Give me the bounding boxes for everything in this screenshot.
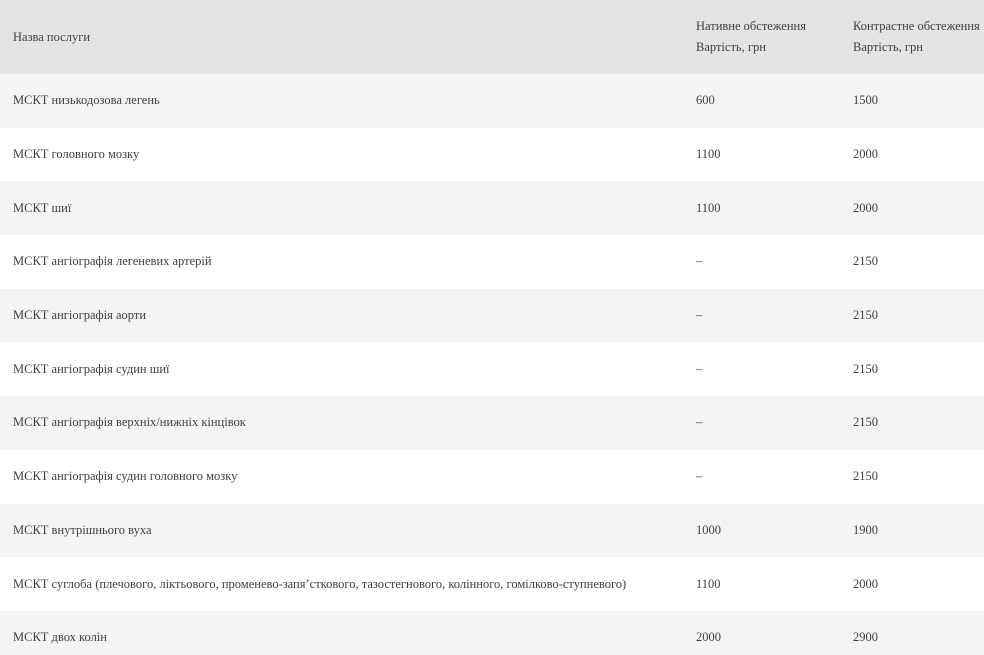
- native-price-cell: –: [696, 254, 703, 269]
- service-name-cell: МСКТ двох колін: [13, 630, 107, 645]
- header-row: [0, 0, 984, 74]
- service-name-cell: МСКТ головного мозку: [13, 147, 140, 162]
- table-row: [0, 181, 984, 235]
- table-row: [0, 128, 984, 182]
- table-row: [0, 342, 984, 396]
- contrast-price-cell: 2150: [853, 254, 878, 269]
- table-row: [0, 396, 984, 450]
- service-name-cell: МСКТ ангіографія легеневих артерій: [13, 254, 212, 269]
- native-price-cell: 1000: [696, 522, 721, 537]
- table-row: [0, 557, 984, 611]
- service-name-cell: МСКТ ангіографія аорти: [13, 308, 147, 323]
- contrast-price-cell: 2000: [853, 576, 878, 591]
- service-name-cell: МСКТ внутрішнього вуха: [13, 522, 152, 537]
- service-name-cell: МСКТ шиї: [13, 200, 72, 215]
- contrast-price-cell: 1500: [853, 93, 878, 108]
- header-native: [696, 0, 853, 74]
- contrast-price-cell: 2000: [853, 147, 878, 162]
- contrast-price-cell: 2900: [853, 630, 878, 645]
- table-row: [0, 504, 984, 558]
- header-contrast: [853, 0, 984, 74]
- native-price-cell: 1100: [696, 147, 721, 162]
- header-service-name: Назва послуги: [13, 29, 91, 44]
- contrast-price-cell: 2150: [853, 308, 878, 323]
- native-price-cell: –: [696, 308, 703, 323]
- native-price-cell: 1100: [696, 576, 721, 591]
- header-native-unit: Вартість, грн: [696, 40, 766, 54]
- table-row: [0, 235, 984, 289]
- native-price-cell: –: [696, 415, 703, 430]
- contrast-price-cell: 2150: [853, 415, 878, 430]
- header-contrast-title: Контрастне обстеження: [853, 19, 980, 33]
- table-body: [0, 74, 984, 655]
- service-name-cell: МСКТ суглоба (плечового, ліктьового, променево-запя’сткового, тазостегнового, колінного, гомілково-ступневого): [13, 576, 627, 591]
- header-contrast-unit: Вартість, грн: [853, 40, 923, 54]
- native-price-cell: –: [696, 361, 703, 376]
- service-name-cell: МСКТ ангіографія судин шиї: [13, 361, 170, 376]
- table-row: [0, 289, 984, 343]
- native-price-cell: 1100: [696, 200, 721, 215]
- table-row: [0, 450, 984, 504]
- table-row: [0, 611, 984, 655]
- table-row: [0, 74, 984, 128]
- contrast-price-cell: 2150: [853, 361, 878, 376]
- header-native-title: Нативне обстеження: [696, 19, 806, 33]
- service-name-cell: МСКТ ангіографія судин головного мозку: [13, 469, 238, 484]
- native-price-cell: 600: [696, 93, 715, 108]
- contrast-price-cell: 1900: [853, 522, 878, 537]
- service-name-cell: МСКТ низькодозова легень: [13, 93, 160, 108]
- table-header: [0, 0, 984, 74]
- service-name-cell: МСКТ ангіографія верхніх/нижніх кінцівок: [13, 415, 246, 430]
- contrast-price-cell: 2000: [853, 200, 878, 215]
- native-price-cell: 2000: [696, 630, 721, 645]
- contrast-price-cell: 2150: [853, 469, 878, 484]
- native-price-cell: –: [696, 469, 703, 484]
